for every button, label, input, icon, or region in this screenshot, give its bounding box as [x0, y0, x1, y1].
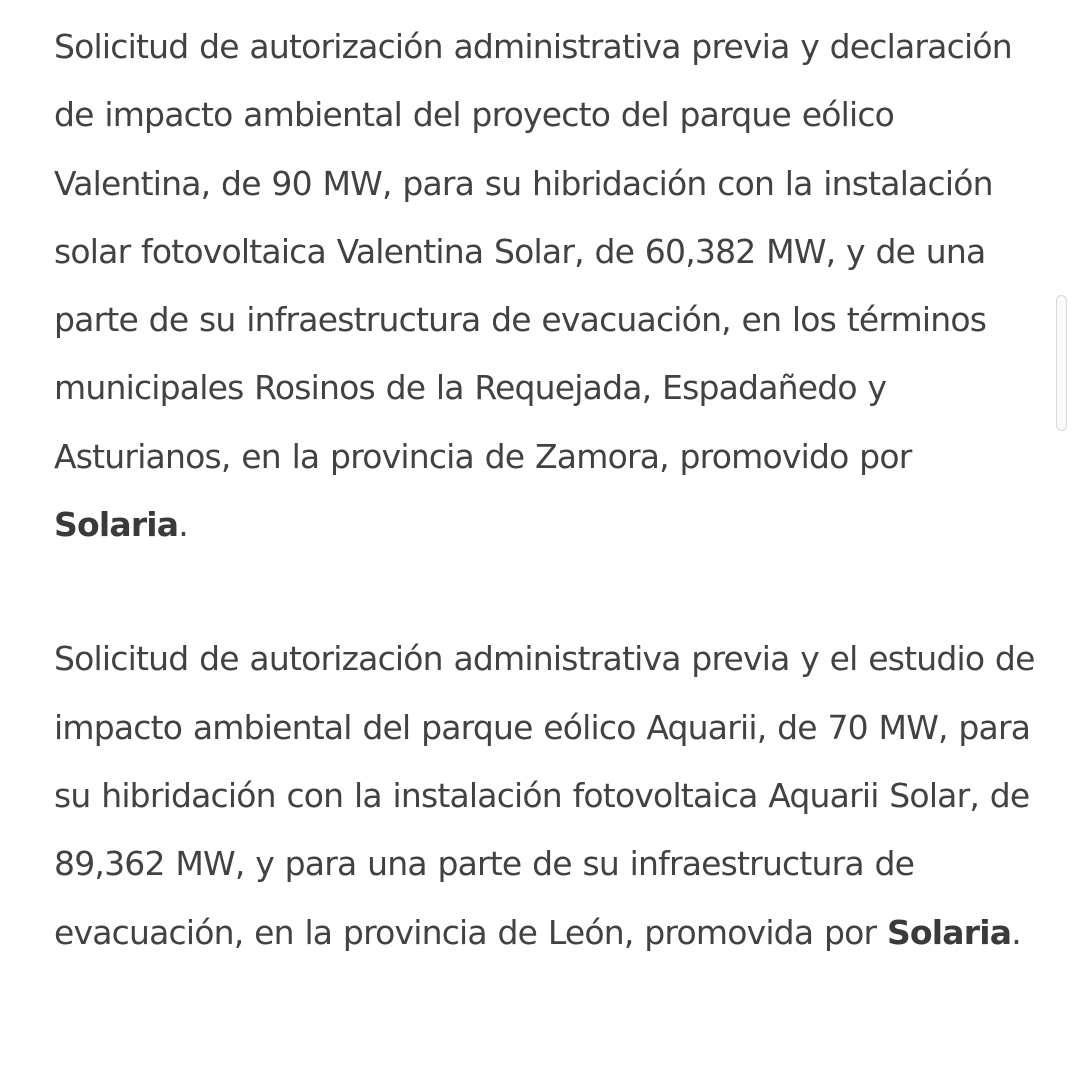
scrollbar-thumb[interactable] — [1056, 295, 1067, 431]
article-body — [54, 13, 1044, 967]
paragraph-text: Solicitud de autorización administrativa previa y el estudio de impacto ambiental del parque eólico Aquarii, de 70 MW, para su hibridación con la instalación fotovoltaica Aquarii Solar, de 89,362 MW, y para una parte de su infraestructura de evacuación, en la provincia de León, promovida por — [54, 639, 1035, 952]
paragraph-end: . — [178, 505, 188, 545]
promoter-name: Solaria — [54, 505, 179, 545]
paragraph-valentina — [54, 13, 1044, 559]
promoter-name: Solaria — [886, 912, 1012, 952]
paragraph-aquarii — [54, 625, 1044, 966]
paragraph-end: . — [1011, 912, 1021, 952]
paragraph-text: Solicitud de autorización administrativa previa y declaración de impacto ambiental del proyecto del parque eólico Valentina, de 90 MW, para su hibridación con la instalación solar fotovoltaica Valentina Solar, de 60,382 MW, y de una parte de su infraestructura de evacuación, en los términos municipales Rosinos de la Requejada, Espadañedo y Asturianos, en la provincia de Zamora, promovido por — [54, 27, 1012, 476]
